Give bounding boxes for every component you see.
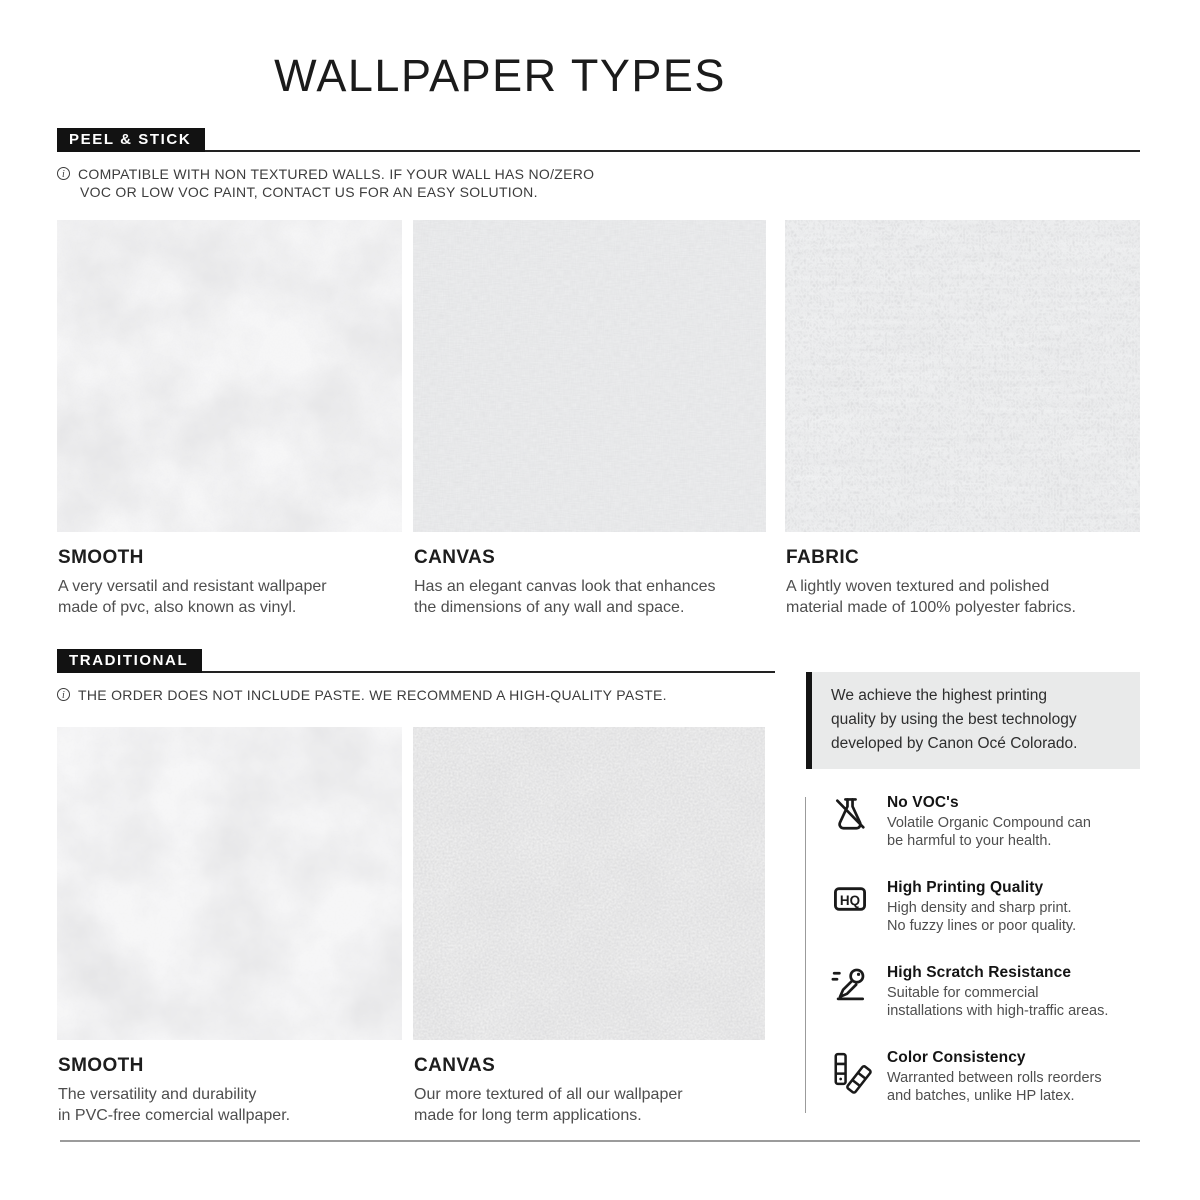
swatch-description: The versatility and durability in PVC-free comercial wallpaper. xyxy=(58,1086,291,1124)
swatch-description: A lightly woven textured and polished material made of 100% polyester fabrics. xyxy=(786,578,1076,616)
note-line: VOC OR LOW VOC PAINT, CONTACT US FOR AN EASY SOLUTION. xyxy=(80,183,538,200)
feature-description: Warranted between rolls reorders and batches, unlike HP latex. xyxy=(887,1070,1102,1104)
feature-description: Suitable for commercial installations with high-traffic areas. xyxy=(887,985,1109,1019)
features-divider-line xyxy=(805,797,806,1113)
swatch-peel-stick-canvas xyxy=(413,220,766,618)
color-swatchbook-icon xyxy=(831,1050,871,1090)
page-title: WALLPAPER TYPES xyxy=(274,50,726,101)
swatch-traditional-smooth xyxy=(57,727,402,1126)
note-line: COMPATIBLE WITH NON TEXTURED WALLS. IF YOUR WALL HAS NO/ZERO xyxy=(78,166,595,182)
bottom-rule-line xyxy=(60,1140,1140,1142)
feature-color-consistency xyxy=(831,1049,1133,1105)
swatch-name: CANVAS xyxy=(414,547,496,568)
note-line: THE ORDER DOES NOT INCLUDE PASTE. WE RECOMMEND A HIGH-QUALITY PASTE. xyxy=(78,687,667,703)
swatch-description: A very versatil and resistant wallpaper made of pvc, also known as vinyl. xyxy=(58,578,327,616)
swatch-name: SMOOTH xyxy=(58,1055,144,1076)
feature-title: High Printing Quality xyxy=(887,879,1044,896)
texture-smooth-paper-sample xyxy=(57,727,402,1040)
hq-icon-label: HQ xyxy=(839,892,861,908)
swatch-description: Has an elegant canvas look that enhances the dimensions of any wall and space. xyxy=(414,578,716,616)
traditional-note-text xyxy=(78,687,667,705)
feature-description: High density and sharp print. No fuzzy lines or poor quality. xyxy=(887,900,1077,934)
swatch-peel-stick-smooth xyxy=(57,220,402,618)
hq-badge-icon xyxy=(831,880,871,920)
scratch-key-icon xyxy=(831,965,871,1005)
peel-stick-note-text xyxy=(78,166,594,201)
feature-title: Color Consistency xyxy=(887,1049,1026,1066)
feature-description: Volatile Organic Compound can be harmful to your health. xyxy=(887,815,1091,849)
feature-high-scratch-resistance xyxy=(831,964,1133,1020)
feature-title: High Scratch Resistance xyxy=(887,964,1072,981)
swatch-description: Our more textured of all our wallpaper made for long term applications. xyxy=(414,1086,683,1124)
section-rule-peel-stick xyxy=(57,150,1140,152)
texture-smooth-vinyl-sample xyxy=(57,220,402,532)
texture-fine-canvas-weave-sample xyxy=(413,220,766,532)
swatch-name: FABRIC xyxy=(786,547,860,568)
swatch-peel-stick-fabric xyxy=(785,220,1140,618)
feature-no-vocs xyxy=(831,794,1133,850)
info-circle-icon: i xyxy=(57,688,70,701)
no-voc-crossed-flask-icon xyxy=(831,795,871,835)
feature-high-printing-quality xyxy=(831,879,1133,935)
texture-woven-polyester-sample xyxy=(785,220,1140,532)
traditional-note xyxy=(57,687,667,705)
info-circle-icon: i xyxy=(57,167,70,180)
printing-quality-callout: We achieve the highest printing quality by using the best technology developed by Canon Océ Colorado. xyxy=(806,672,1140,769)
swatch-name: CANVAS xyxy=(414,1055,496,1076)
peel-stick-note xyxy=(57,166,594,201)
swatch-traditional-canvas xyxy=(413,727,765,1126)
feature-title: No VOC's xyxy=(887,794,959,811)
section-badge-peel-stick: PEEL & STICK xyxy=(57,128,205,152)
texture-rough-canvas-sample xyxy=(413,727,765,1040)
swatch-name: SMOOTH xyxy=(58,547,144,568)
section-badge-traditional: TRADITIONAL xyxy=(57,649,202,673)
